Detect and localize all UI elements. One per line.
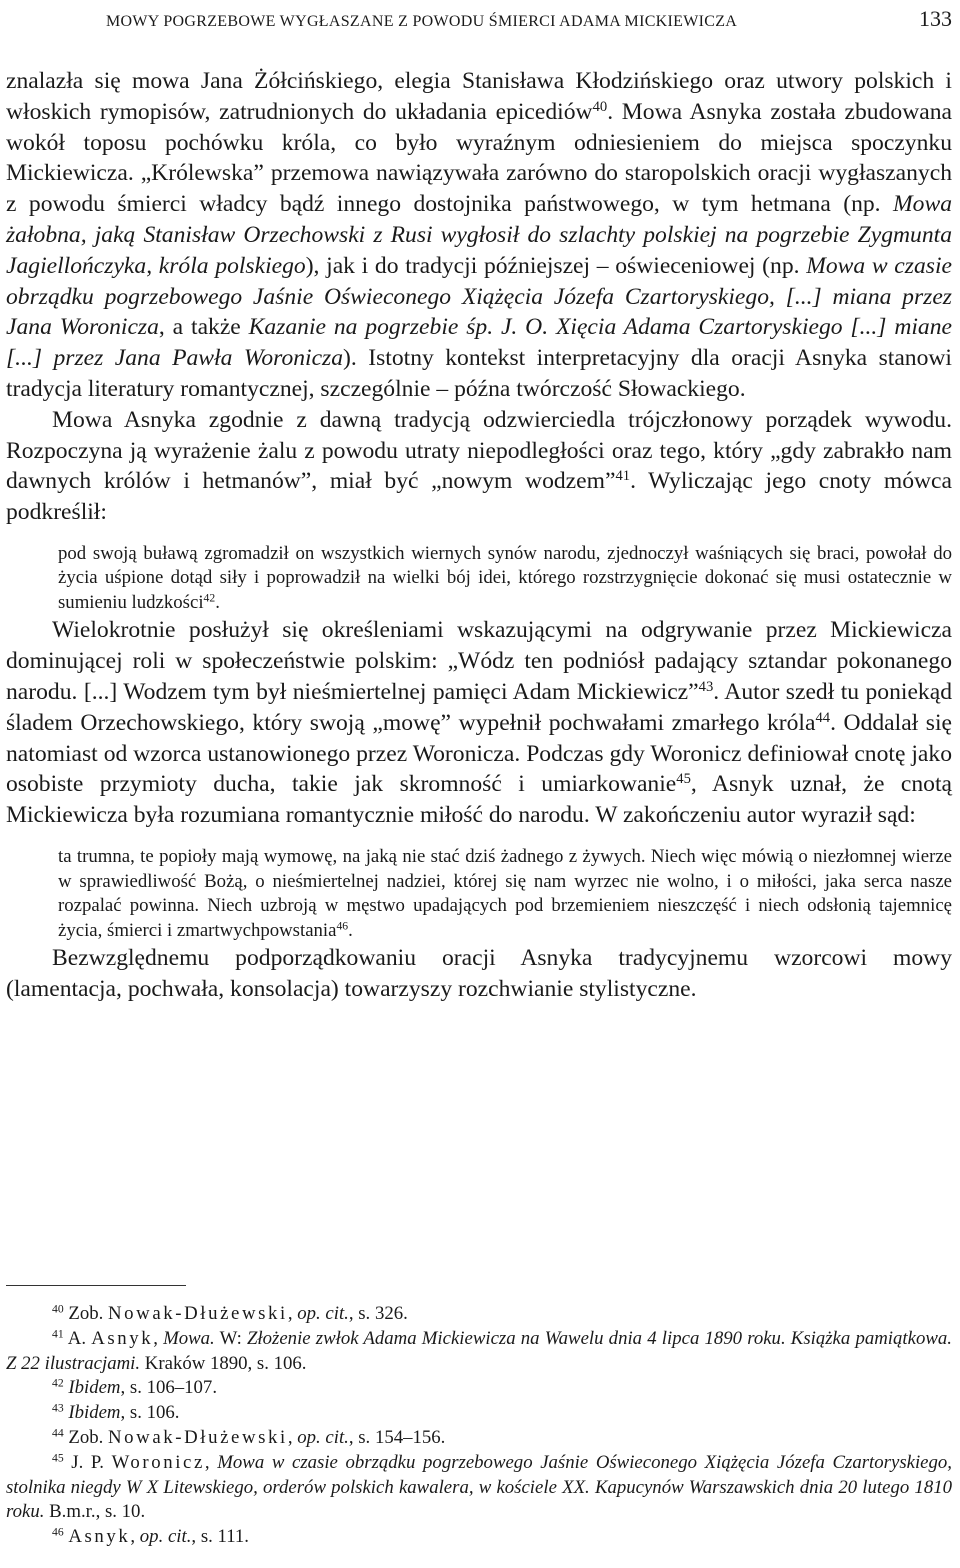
main-text [6,66,952,1005]
page-number: 133 [919,6,952,31]
footnote-ref: 45 [676,771,691,788]
footnote: $^{46}$ Asnyk, op. cit., s. 111. [52,1525,249,1548]
paragraph: znalazła się mowa Jana Żółcińskiego, elegia Stanisława Kłodzińskiego oraz utwory polskich i włoskich rymopisów, zatrudnionych do układania epicediów$^{40}$. Mowa Asnyka została zbudowana wokół toposu pochówku króla, co było wyraźnym odniesieniem do miejsca spoczynku Mickiewicza. „Królewska” przemowa nawiązywała zarówno do staropolskich oracji wygłaszanych z powodu śmierci władcy bądź innego dostojnika państwowego, w tym hetmana (np. Mowa żałobna, jaką Stanisław Orzechowski z Rusi wygłosił do szlachty polskiej na pogrzebie Zygmunta Jagiellończyka, króla polskiego), jak i do tradycji późniejszej – oświeceniowej (np. Mowa w czasie obrządku pogrzebowego Jaśnie Oświeconego Xiążęcia Józefa Czartoryskiego, [...] miana przez Jana Woronicza, a także Kazanie na pogrzebie śp. J. O. Xięcia Adama Czartoryskiego [...] miane [...] przez Jana Pawła Woronicza). Istotny kontekst interpretacyjny dla oracji Asnyka stanowi tradycja literatury romantycznej, szczególnie – późna twórczość Słowackiego. [6,68,953,402]
footnote-ref: 46 [336,919,349,933]
page-header [6,6,952,36]
footnote: $^{43}$ Ibidem, s. 106. [52,1401,180,1424]
block-quote: ta trumna, te popioły mają wymowę, na jaką nie stać dziś żadnego z żywych. Niech więc mówią o niezłomnej wierze w sprawiedliwość Bożą, o nieśmiertelnej nadziei, której się nam wyrzec nie wolno, i o miłości, jaka serca nasze rozpalać powinna. Niech uzbroją w męstwo upadających pod brzemieniem nieszczęść i niech odsłonią tajemnicę życia, śmierci i zmartwychpowstania$^{46}$. [58,846,952,941]
paragraph: Wielokrotnie posłużył się określeniami wskazującymi na odgrywanie przez Mickiewicza dominującej roli w społeczeństwie polskim: „Wódz ten podniósł padający sztandar pokonanego narodu. [...] Wodzem tym był nieśmiertelnej pamięci Adam Mickiewicz”$^{43}$. Autor szedł tu poniekąd śladem Orzechowskiego, który swoją „mowę” wypełnił pochwałami zmarłego króla$^{44}$. Oddalał się natomiast od wzorca ustanowionego przez Woronicza. Podczas gdy Woronicz definiował cnotę jako osobiste przymioty ducha, takie jak skromność i umiarkowanie$^{45}$, Asnyk uznał, że cnotą Mickiewicza była rozumiana romantycznie miłość do narodu. W zakończeniu autor wyraził sąd: [6,617,953,829]
footnote-ref: 40 [592,98,608,115]
footnote: $^{44}$ Zob. Nowak-Dłużewski, op. cit., s. 154–156. [52,1426,446,1448]
paragraph: Bezwzględnemu podporządkowaniu oracji Asnyka tradycyjnemu wzorcowi mowy (lamentacja, pochwała, konsolacja) towarzyszy rozchwianie stylistyczne. [6,945,952,1002]
footnote: $^{42}$ Ibidem, s. 106–107. [52,1376,218,1399]
footnote-ref: 42 [203,591,216,605]
running-title: MOWY POGRZEBOWE WYGŁASZANE Z POWODU ŚMIERCI ADAMA MICKIEWICZA [106,13,738,30]
footnotes [6,1302,952,1550]
footnote-ref: 41 [615,468,631,485]
footnote-ref: 44 [815,709,831,726]
footnote: $^{45}$ J. P. Woronicz, Mowa w czasie obrządku pogrzebowego Jaśnie Oświeconego Xiążęcia Józefa Czartoryskiego, stolnika niegdy W X Litewskiego, orderów polskich kawalera, w kościele XX. Kapucynów Warszawskich dnia 20 lutego 1810 roku. B.m.r., s. 10. [6,1451,952,1523]
footnote: $^{41}$ A. Asnyk, Mowa. W: Złożenie zwłok Adama Mickiewicza na Wawelu dnia 4 lipca 1890 roku. Książka pamiątkowa. Z 22 ilustracjami. Kraków 1890, s. 106. [6,1327,952,1374]
footnote-divider [6,1285,186,1286]
paragraph: Mowa Asnyka zgodnie z dawną tradycją odzwierciedla trójczłonowy porządek wywodu. Rozpoczyna ją wyrażenie żalu z powodu utraty niepodległości oraz tego, który „gdy zabrakło nam dawnych królów i hetmanów”, miał być „nowym wodzem”$^{41}$. Wyliczając jego cnoty mówca podkreślił: [6,406,952,526]
block-quote: pod swoją buławą zgromadził on wszystkich wiernych synów narodu, zjednoczył waśniących się braci, powołał do życia uśpione dotąd siły i poprowadził na wielki bój idei, którego rozstrzygnięcie dokonać się musi ostatecznie w sumieniu ludzkości$^{42}$. [58,542,952,613]
footnote-ref: 43 [698,679,714,695]
footnote: $^{40}$ Zob. Nowak-Dłużewski, op. cit., s. 326. [52,1302,408,1324]
